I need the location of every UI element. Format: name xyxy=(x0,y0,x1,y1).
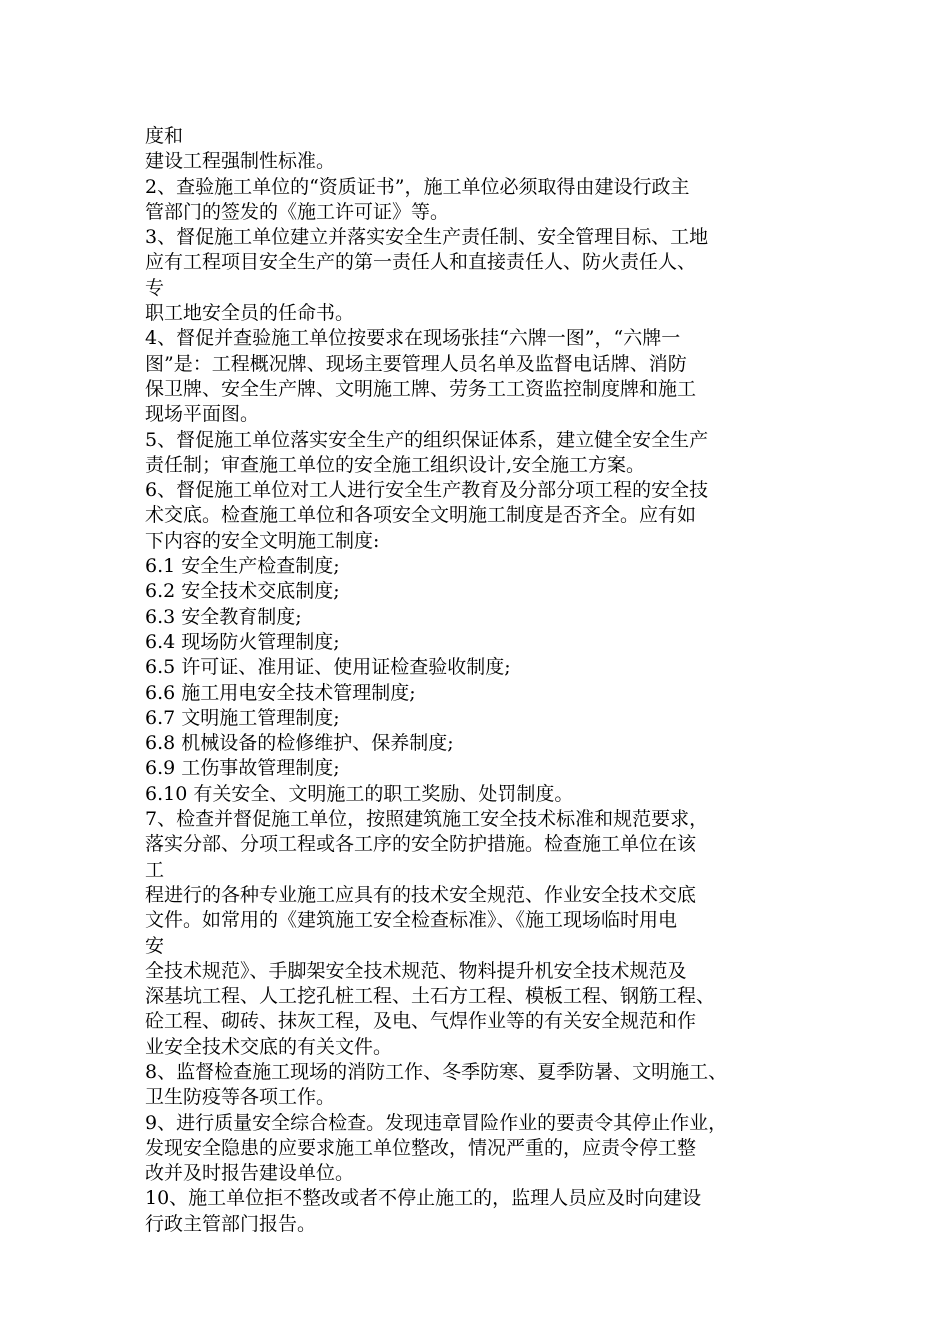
text-line: 行政主管部门报告。 xyxy=(145,1212,317,1235)
text-line: 职工地安全员的任命书。 xyxy=(145,302,355,325)
text-line: 6.4 现场防火管理制度; xyxy=(145,630,340,653)
text-line: 6、督促施工单位对工人进行安全生产教育及分部分项工程的安全技 xyxy=(145,479,709,502)
text-line: 6.3 安全教育制度; xyxy=(145,605,302,628)
text-line: 下内容的安全文明施工制度: xyxy=(145,529,380,552)
text-line: 现场平面图。 xyxy=(145,403,260,426)
text-line: 6.6 施工用电安全技术管理制度; xyxy=(145,681,416,704)
text-line: 安 xyxy=(145,934,165,957)
text-line: 图”是：工程概况牌、现场主要管理人员名单及监督电话牌、消防 xyxy=(145,352,687,375)
text-line: 6.2 安全技术交底制度; xyxy=(145,580,340,603)
text-line: 6.1 安全生产检查制度; xyxy=(145,555,340,578)
text-line: 深基坑工程、人工挖孔桩工程、土石方工程、模板工程、钢筋工程、 xyxy=(145,985,716,1008)
text-line: 改并及时报告建设单位。 xyxy=(145,1162,355,1185)
text-line: 保卫牌、安全生产牌、文明施工牌、劳务工工资监控制度牌和施工 xyxy=(145,377,697,400)
text-line: 应有工程项目安全生产的第一责任人和直接责任人、防火责任人、 xyxy=(145,251,697,274)
text-line: 专 xyxy=(145,276,165,299)
text-line: 10、施工单位拒不整改或者不停止施工的，监理人员应及时向建设 xyxy=(145,1187,702,1210)
text-line: 2、查验施工单位的“资质证书”，施工单位必须取得由建设行政主 xyxy=(145,175,690,198)
text-line: 卫生防疫等各项工作。 xyxy=(145,1086,336,1109)
text-line: 文件。如常用的《建筑施工安全检查标准》、《施工现场临时用电 xyxy=(145,909,678,932)
text-line: 7、检查并督促施工单位，按照建筑施工安全技术标准和规范要求， xyxy=(145,808,709,831)
text-line: 砼工程、砌砖、抹灰工程，及电、气焊作业等的有关安全规范和作 xyxy=(145,1010,697,1033)
text-line: 度和 xyxy=(145,125,184,147)
text-line: 发现安全隐患的应要求施工单位整改，情况严重的，应责令停工整 xyxy=(145,1136,697,1159)
text-line: 落实分部、分项工程或各工序的安全防护措施。检查施工单位在该 xyxy=(145,833,697,856)
text-line: 6.7 文明施工管理制度; xyxy=(145,706,340,729)
text-line: 6.9 工伤事故管理制度; xyxy=(145,757,340,780)
text-line: 术交底。检查施工单位和各项安全文明施工制度是否齐全。应有如 xyxy=(145,504,697,527)
text-line: 4、督促并查验施工单位按要求在现场张挂“六牌一图”，“六牌一 xyxy=(145,327,681,350)
text-line: 6.5 许可证、准用证、使用证检查验收制度; xyxy=(145,656,511,679)
text-line: 5、督促施工单位落实安全生产的组织保证体系，建立健全安全生产 xyxy=(145,428,709,451)
text-line: 程进行的各种专业施工应具有的技术安全规范、作业安全技术交底 xyxy=(145,883,697,906)
text-line: 管部门的签发的《施工许可证》等。 xyxy=(145,200,450,223)
document-page xyxy=(145,124,835,1237)
text-line: 3、督促施工单位建立并落实安全生产责任制、安全管理目标、工地 xyxy=(145,226,709,249)
text-line: 6.10 有关安全、文明施工的职工奖励、处罚制度。 xyxy=(145,782,574,805)
text-line: 责任制；审查施工单位的安全施工组织设计,安全施工方案。 xyxy=(145,453,646,476)
text-line: 6.8 机械设备的检修维护、保养制度; xyxy=(145,732,454,755)
text-line: 工 xyxy=(145,858,165,881)
text-line: 建设工程强制性标准。 xyxy=(145,150,336,173)
text-line: 全技术规范》、手脚架安全技术规范、物料提升机安全技术规范及 xyxy=(145,959,687,982)
text-line: 8、监督检查施工现场的消防工作、冬季防寒、夏季防暑、文明施工、 xyxy=(145,1060,728,1083)
text-line: 9、进行质量安全综合检查。发现违章冒险作业的要责令其停止作业， xyxy=(145,1111,728,1134)
text-line: 业安全技术交底的有关文件。 xyxy=(145,1035,393,1058)
